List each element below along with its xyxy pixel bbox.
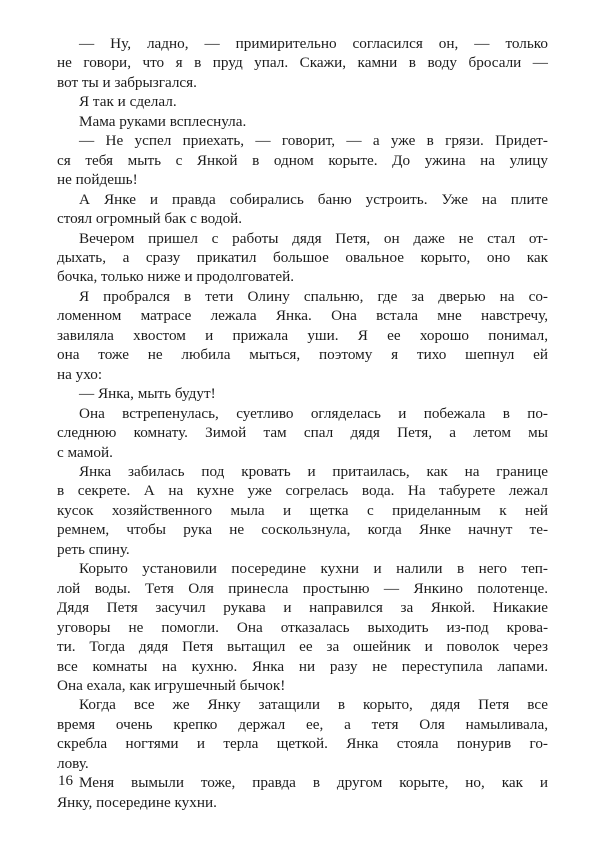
text-line: — Не успел приехать, — говорит, — а уже в грязи. Придет- [79,132,548,150]
text-line: лову. [57,754,89,772]
text-line: Она ехала, как игрушечный бычок! [57,676,286,694]
text-line: Вечером пришел с работы дядя Петя, он даже не стал от- [79,229,548,247]
text-line: Янку, посередине кухни. [57,793,217,811]
text-line: дыхать, а сразу прикатил большое овальное корыто, оно как [57,248,548,266]
text-line: Я так и сделал. [79,93,177,111]
text-line: она тоже не любила мыться, поэтому я тихо шепнул ей [57,346,548,364]
text-line: не пойдешь! [57,171,138,189]
text-line: бочка, только ниже и продолговатей. [57,268,295,286]
text-line: вот ты и забрызгался. [57,73,197,91]
text-line: с мамой. [57,443,113,461]
text-line: на ухо: [57,365,103,383]
text-line: Меня вымыли тоже, правда в другом корыте, но, как и [79,774,548,792]
page-number: 16 [58,773,73,789]
paragraph [57,462,548,559]
text-line: Янка забилась под кровать и притаилась, как на границе [79,462,548,480]
text-line: не говори, что я в пруд упал. Скажи, камни в воду бросали — [57,54,548,72]
paragraph [57,229,548,287]
text-line: лой воды. Тетя Оля принесла простыню — Янкино полотенце. [57,579,548,597]
text-line: ся тебя мыть с Янкой в одном корыте. До ужина на улицу [57,151,548,169]
text-line: Дядя Петя засучил рукава и направился за Янкой. Никакие [57,599,548,617]
text-line: стоял огромный бак с водой. [57,210,243,228]
paragraph [57,559,548,695]
text-line: завиляла хвостом и прижала уши. Я ее хорошо понимал, [57,326,548,344]
text-line: Я пробрался в тети Олину спальню, где за дверью на со- [79,287,548,305]
paragraph [57,404,548,462]
paragraph [57,92,548,111]
text-line: реть спину. [57,540,130,558]
text-line: все комнаты на кухню. Янка ни разу не переступила лапами. [57,657,548,675]
text-line: ти. Тогда дядя Петя вытащил ее за ошейник и поволок через [57,638,548,656]
paragraph [57,131,548,189]
text-line: следнюю комнату. Зимой там спал дядя Петя, а летом мы [57,424,548,442]
text-line: скребла ногтями и терла щеткой. Янка стояла понурив го- [57,735,548,753]
text-line: ремнем, чтобы рука не соскользнула, когда Янке начнут те- [57,521,548,539]
paragraph [57,112,548,131]
text-line: Когда все же Янку затащили в корыто, дядя Петя все [79,696,548,714]
paragraph [57,34,548,92]
text-line: время очень крепко держал ее, а тетя Оля намыливала, [57,715,548,733]
text-line: Мама руками всплеснула. [79,112,247,130]
text-line: ломенном матрасе лежала Янка. Она встала мне навстречу, [57,307,548,325]
paragraph [57,384,548,403]
text-line: — Янка, мыть будут! [79,385,216,403]
text-line: в секрете. А на кухне уже согрелась вода. На табурете лежал [57,482,548,500]
text-line: А Янке и правда собирались баню устроить. Уже на плите [79,190,548,208]
paragraph [57,695,548,773]
text-line: уговоры не помогли. Она отказалась выходить из-под крова- [57,618,548,636]
text-line: — Ну, ладно, — примирительно согласился он, — только [79,35,548,52]
text-line: Корыто установили посередине кухни и налили в него теп- [79,560,548,578]
paragraph [57,773,548,812]
paragraph [57,190,548,229]
text-line: Она встрепенулась, суетливо огляделась и побежала в по- [79,404,548,422]
page-body [57,34,548,812]
text-line: кусок хозяйственного мыла и щетка с приделанным к ней [57,501,548,519]
paragraph [57,287,548,384]
